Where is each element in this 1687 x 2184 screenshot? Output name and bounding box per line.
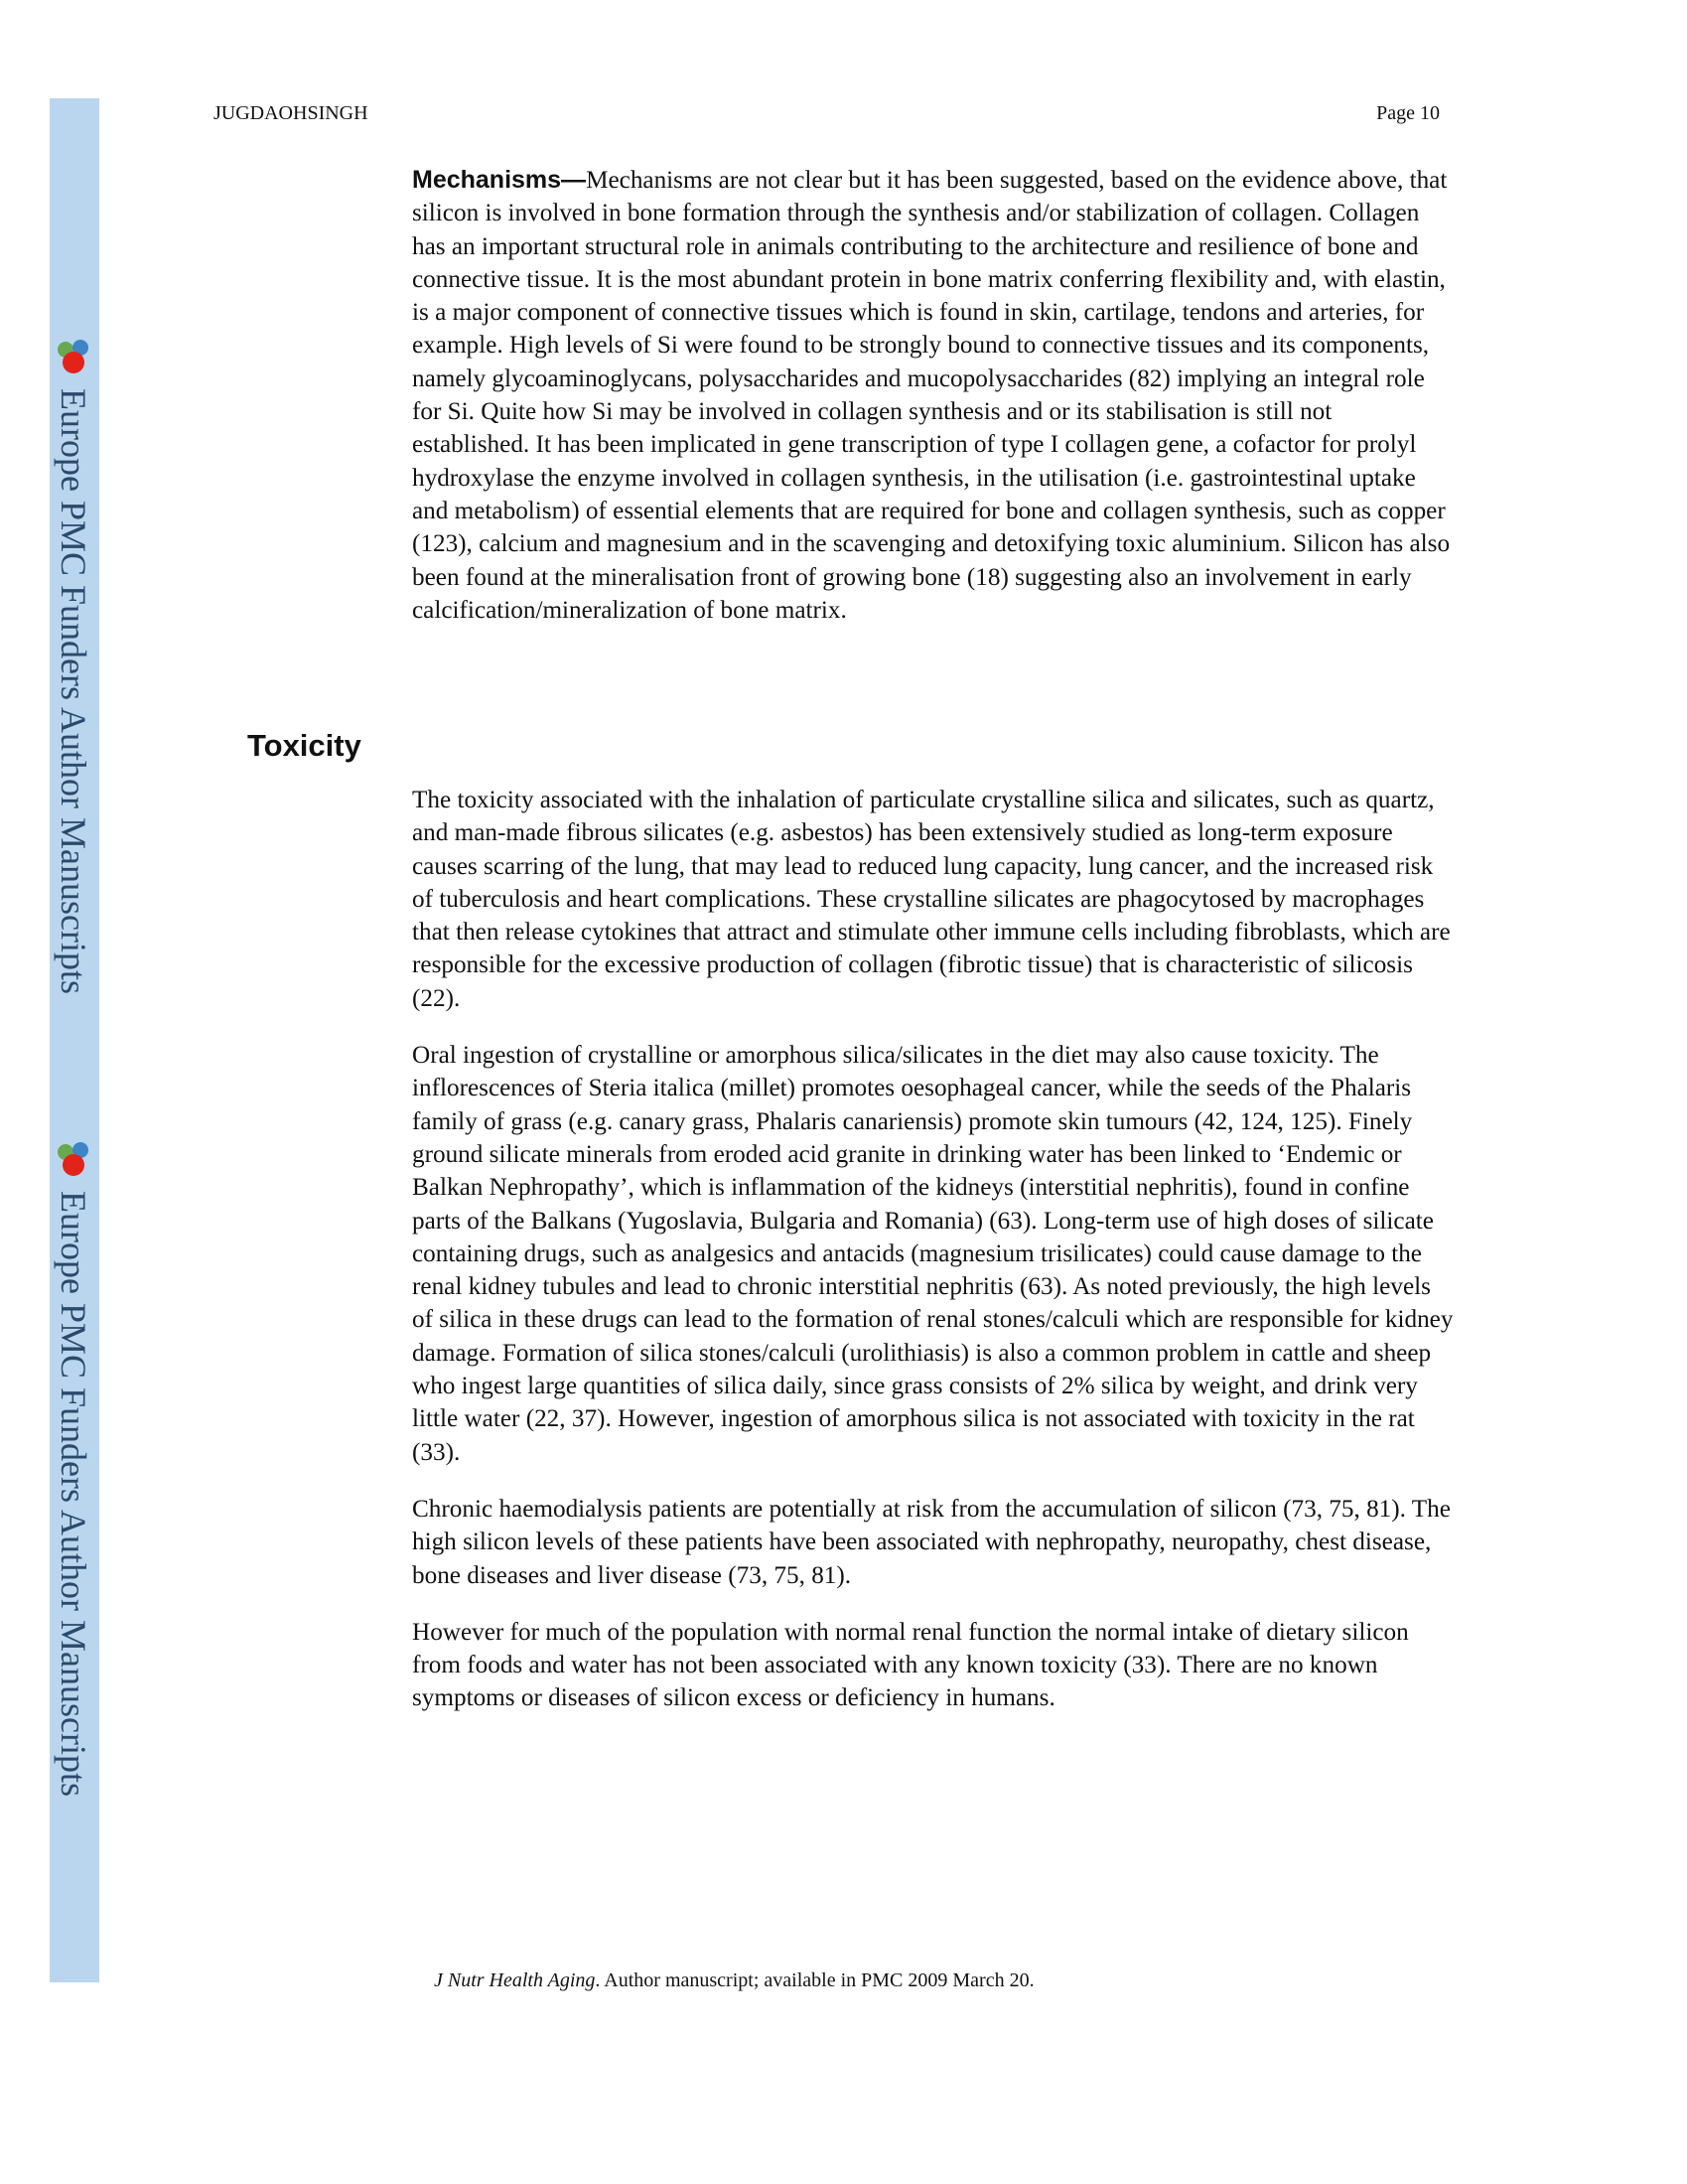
page-number: Page 10 xyxy=(1376,102,1440,124)
europe-pmc-sidebar xyxy=(50,98,99,1982)
toxicity-paragraph: Chronic haemodialysis patients are potentially at risk from the accumulation of silicon (73, 75, 81). The high silicon levels of these patients have been associated with nephropathy, neuropathy, chest disease, bone diseases and liver disease (73, 75, 81). xyxy=(412,1495,1451,1589)
running-head-author: JUGDAOHSINGH xyxy=(213,102,368,124)
mechanisms-section xyxy=(412,164,1455,627)
mechanisms-text: Mechanisms are not clear but it has been suggested, based on the evidence above, that silicon is involved in bone formation through the synthesis and/or stabilization of collagen. Collagen has an important structural role in animals contributing to the architecture and resilience of bone and connective tissue. It is the most abundant protein in bone matrix conferring flexibility and, with elastin, is a major component of connective tissues which is found in skin, cartilage, tendons and arteries, for example. High levels of Si were found to be strongly bound to connective tissues and its components, namely glycoaminoglycans, polysaccharides and mucopolysaccharides (82) implying an integral role for Si. Quite how Si may be involved in collagen synthesis and or its stabilisation is still not established. It has been implicated in gene transcription of type I collagen gene, a cofactor for prolyl hydroxylase the enzyme involved in collagen synthesis, in the utilisation (i.e. gastrointestinal uptake and metabolism) of essential elements that are required for bone and collagen synthesis, such as copper (123), calcium and magnesium and in the scavenging and detoxifying toxic aluminium. Silicon has also been found at the mineralisation front of growing bone (18) suggesting also an involvement in early calcification/mineralization of bone matrix. xyxy=(412,167,1451,624)
europe-pmc-logo-icon xyxy=(54,1139,93,1183)
citation-footer xyxy=(434,1969,1035,1992)
mechanisms-heading: Mechanisms— xyxy=(412,166,587,194)
toxicity-paragraph: Oral ingestion of crystalline or amorphous silica/silicates in the diet may also cause toxicity. The inflorescences of Steria italica (millet) promotes oesophageal cancer, while the seeds of the Phalaris family of grass (e.g. canary grass, Phalaris canariensis) promote skin tumours (42, 124, 125). Finely ground silicate minerals from eroded acid granite in drinking water has been linked to ‘Endemic or Balkan Nephropathy’, which is inflammation of the kidneys (interstitial nephritis), found in confine parts of the Balkans (Yugoslavia, Bulgaria and Romania) (63). Long-term use of high doses of silicate containing drugs, such as analgesics and antacids (magnesium trisilicates) could cause damage to the renal kidney tubules and lead to chronic interstitial nephritis (63). As noted previously, the high levels of silica in these drugs can lead to the formation of renal stones/calculi which are responsible for kidney damage. Formation of silica stones/calculi (urolithiasis) is also a common problem in cattle and sheep who ingest large quantities of silica daily, since grass consists of 2% silica by weight, and drink very little water (22, 37). However, ingestion of amorphous silica is not associated with toxicity in the rat (33). xyxy=(412,1042,1454,1466)
europe-pmc-logo-icon xyxy=(54,337,93,380)
journal-name: J Nutr Health Aging xyxy=(434,1969,596,1991)
toxicity-heading: Toxicity xyxy=(247,728,361,763)
toxicity-paragraph: However for much of the population with normal renal function the normal intake of dietary silicon from foods and water has not been associated with any known toxicity (33). There are no known symptoms or diseases of silicon excess or deficiency in humans. xyxy=(412,1618,1409,1712)
footer-text: . Author manuscript; available in PMC 2009 March 20. xyxy=(595,1969,1035,1991)
mechanisms-paragraph xyxy=(412,164,1455,627)
sidebar-label: Europe PMC Funders Author Manuscripts xyxy=(54,1191,93,1797)
sidebar-label: Europe PMC Funders Author Manuscripts xyxy=(54,388,93,994)
toxicity-section xyxy=(412,784,1455,1715)
toxicity-paragraph: The toxicity associated with the inhalation of particulate crystalline silica and silicates, such as quartz, and man-made fibrous silicates (e.g. asbestos) has been extensively studied as long-term exposure causes scarring of the lung, that may lead to reduced lung capacity, lung cancer, and the increased risk of tuberculosis and heart complications. These crystalline silicates are phagocytosed by macrophages that then release cytokines that attract and stimulate other immune cells including fibroblasts, which are responsible for the excessive production of collagen (fibrotic tissue) that is characteristic of silicosis (22). xyxy=(412,787,1451,1012)
